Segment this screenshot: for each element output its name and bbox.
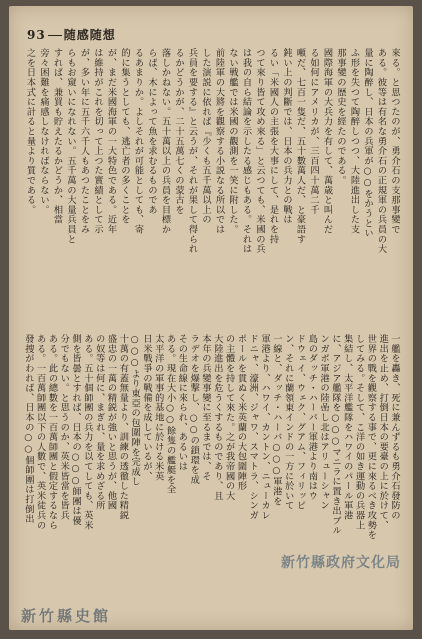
text-column: ある。此の總數を一百萬師團と假定するなら xyxy=(46,334,58,530)
text-column: らもお窺いになれない。五千萬の大量兵員と xyxy=(65,48,76,244)
text-column: 鈍い上の判斷では、日本の兵力との戰は xyxy=(281,48,292,225)
text-column: 本年の兵變事變に至るまでは、そ xyxy=(200,334,211,481)
text-column: 島のダッチ・ハーバー軍港より南はウ xyxy=(306,334,318,501)
page-header xyxy=(27,26,116,43)
text-column: 國際海軍の大兵力を有して、萬歳と叫んだ xyxy=(321,48,333,235)
text-column: 來る。と思つたのが、勇介石の支那事變で xyxy=(389,48,400,235)
archive-stamp: 新竹縣政府文化局 xyxy=(281,555,401,571)
text-column: ドニャ、濠洲、ジャワ、スマトラ、シンガ xyxy=(247,334,259,521)
text-column: 盛忠の一萬の精鋭が強いと思うが、他國 xyxy=(105,334,117,511)
text-column: 進出を止め、打倒日本の要臺の上に於けて、 xyxy=(377,334,389,530)
text-column: 集結し、太平洋艦隊をハワイのパール軍港 xyxy=(341,334,353,521)
text-column: ある。五十個師團の兵力を以てしても、英米 xyxy=(82,334,93,530)
page-number: 93 xyxy=(27,28,46,42)
text-column: 之を日本式に計ると量より質である。 xyxy=(24,48,36,215)
text-column: るい「米國人の主張を大事にして、是れを持 xyxy=(267,48,279,244)
text-column: が、多い年に五千六千人もあつたことをみ xyxy=(78,48,90,235)
footer-stamp: 新竹縣史館 xyxy=(21,607,112,625)
text-column: 側を皆曇とすれば、日本の○○○師團は優 xyxy=(70,334,82,526)
text-column: るかどうかが、二十五萬七くの蒙古を xyxy=(173,48,184,215)
text-column: 大陸進出を危うくするものであり、且 xyxy=(212,334,223,501)
text-column: 旁々困難を痛感しなければならない。 xyxy=(38,48,49,215)
text-column: ン、それに蘭領東インドの一方に於いて xyxy=(282,334,294,511)
text-column: 日米戰爭の戰備を成しているが、 xyxy=(141,334,152,481)
text-column: 分でもない。と思うのか、英米皆當を皆兵 xyxy=(58,334,70,521)
text-column: ない戦艦では米國の觀測を一笑に附した。 xyxy=(227,48,238,235)
text-column: ある。一百萬師團以下の人數で、英米徒兵の xyxy=(34,334,46,530)
text-column: 前陸軍の大將を觀察する小説なる所以では xyxy=(213,48,225,235)
body-upper-section xyxy=(23,48,401,326)
text-column: ある。彼等は有名な勇介石の正規軍の兵員の大 xyxy=(375,48,387,254)
page-title: 随感随想 xyxy=(63,28,116,42)
text-column: した演説に依れば『少くも五千萬以上の xyxy=(200,48,211,225)
text-column: るあまりか。よしそれが可能としても、寄 xyxy=(132,48,144,235)
text-column: 噸だ、七百一隻だ、五十數萬人だ、と豪語す xyxy=(294,48,306,244)
text-column: 一艦を轟き、死に兼んずるも勇介石發防の xyxy=(389,334,400,521)
text-column: 兵員を要する』と云うが、それが果して得られ xyxy=(186,48,198,254)
text-column: ンガポ軍港の陸嵒し北はアリューシャン xyxy=(318,334,330,511)
text-column: ある。現在大小○○餘隻の艦艇を全 xyxy=(164,334,176,495)
text-column: つて來り皆て攻め來る」と云つても、米國の兵 xyxy=(254,48,265,254)
header-rule xyxy=(48,35,62,36)
document-page xyxy=(9,6,413,630)
text-column: 落しかねない。五十萬以上の兵員を目標か xyxy=(159,48,171,235)
text-column: の主體を持して來た。之が我帝國の大 xyxy=(223,334,235,501)
text-column: ラデオを爆撃し、○○の鎖環を成 xyxy=(188,334,200,485)
text-column: の奴等は何に、まぎれ、量を求めざる所 xyxy=(93,334,105,511)
text-column: に、アジア艦隊を○○○マニラに置き出ブル xyxy=(330,334,341,536)
text-column: 太平洋の軍事的基地に於ける米英 xyxy=(152,334,164,481)
text-column: が、まだ米國海軍の一大特色である。近年 xyxy=(105,48,117,235)
text-column: る如何にアメリカが、三百四十萬二千 xyxy=(308,48,319,215)
text-column: 十萬の有蓋無量より、訓練の透徹した精鋭 xyxy=(117,334,129,521)
text-column: 量に陶醉し、日本の兵軍が○○をかうとい xyxy=(362,48,373,238)
text-column: してみる。そして、こ洋の如き運動の兵器上 xyxy=(353,334,365,530)
text-column: 發捜がわれば、日本の○○個師團は打倒出 xyxy=(23,334,34,524)
text-column: ポールを貫ぬく米英蘭の大包圍陣形 xyxy=(235,334,247,491)
text-column: ドウェイ、ウェク、グアム、フィリッピ xyxy=(294,334,306,511)
text-column: 世界の戰を觀察する事で、更に來るべき攻勢を xyxy=(365,334,377,540)
text-column: その生命線に來られ、あるいは xyxy=(176,334,188,472)
text-column: 軍港より、ハワイ、カントン、ニューカレ xyxy=(259,334,271,521)
text-column: は維持がこれを切って上つた實績として示 xyxy=(92,48,103,235)
text-column: すれば、兼買も貯えたるかどうか、相當 xyxy=(51,48,63,225)
text-column: ふ形を失つて陶醉しつつ、大陸進出した支 xyxy=(348,48,360,235)
text-column: 的に集うとしても、逃亡者の多くことを xyxy=(119,48,130,225)
text-column: 一線と、ダッチ・ハーバ○○○軍港を xyxy=(271,334,282,506)
text-column: は我の自ら結論を示したる感じもある。それは xyxy=(240,48,252,254)
text-column: 那事變の歴史を經たのである。 xyxy=(335,48,346,186)
text-column: ○○○より東亞の包圍陣を完成し xyxy=(129,334,141,487)
text-column: らば、木によって魚を求むるものであ xyxy=(146,48,157,215)
